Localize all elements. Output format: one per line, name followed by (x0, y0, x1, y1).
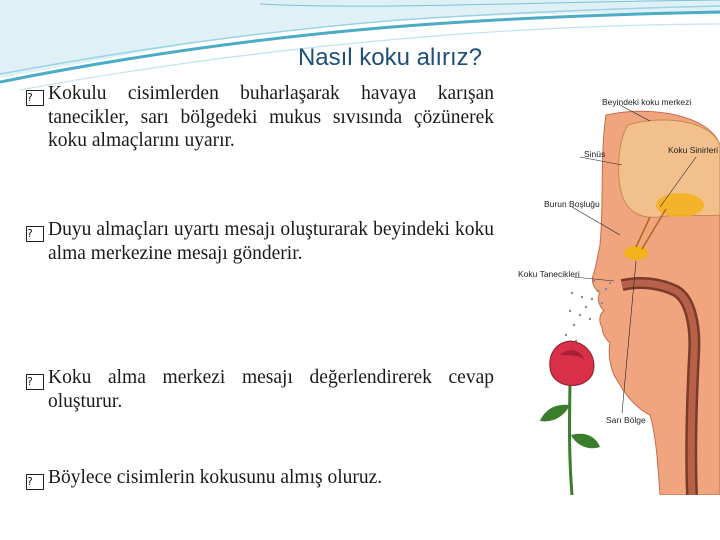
yellow-region (624, 246, 648, 260)
label-sinus: Sinüs (584, 149, 606, 159)
label-brain-center: Beyindeki koku merkezi (602, 97, 692, 107)
bullet-marker-icon: ? (26, 226, 44, 242)
bullet-marker-icon: ? (26, 474, 44, 490)
label-yellow-region: Sarı Bölge (606, 415, 646, 425)
smell-anatomy-diagram (510, 85, 720, 495)
bullet-text: Böylece cisimlerin kokusunu almış oluruz. (48, 467, 383, 488)
bullet-item (26, 366, 494, 413)
bullet-marker-icon: ? (26, 374, 44, 390)
label-nerve: Koku Sinirleri (668, 145, 719, 155)
bullet-item (26, 82, 494, 152)
bullet-marker-icon: ? (26, 90, 44, 106)
label-nasal-cavity: Burun Boşluğu (544, 199, 600, 209)
bullet-text: Duyu almaçları uyartı mesajı oluşturarak beyindeki koku alma merkezine mesajı gönderir. (48, 219, 494, 264)
bullet-item (26, 218, 494, 265)
bullet-text: Kokulu cisimlerden buharlaşarak havaya karışan tanecikler, sarı bölgedeki mukus sıvısında çözünerek koku almaçlarını uyarır. (48, 83, 494, 151)
bullet-item (26, 466, 494, 490)
slide-title: Nasıl koku alırız? (297, 44, 483, 71)
label-particles: Koku Tanecikleri (518, 269, 580, 279)
bullet-text: Koku alma merkezi mesajı değerlendirerek cevap oluşturur. (48, 367, 494, 412)
